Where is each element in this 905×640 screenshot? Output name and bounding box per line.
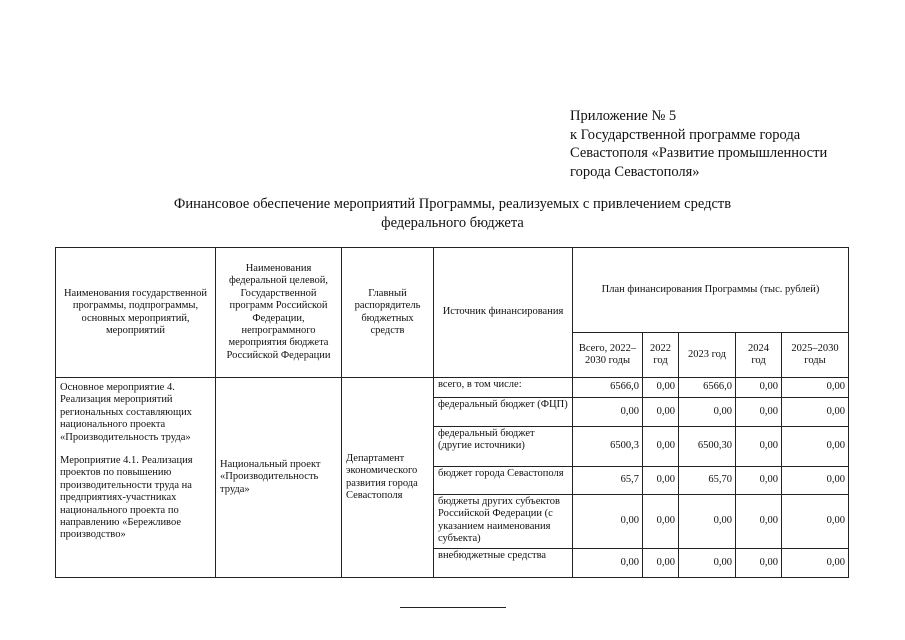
header-federal-program: Наименования федеральной целевой, Государственной программ Российской Федерации, непрограммного мероприятия бюджета Российской Федерации (216, 248, 342, 378)
total-cell: 65,7 (573, 467, 643, 495)
total-cell: 6566,0 (573, 378, 643, 398)
financing-table (55, 247, 849, 578)
y2023-cell: 0,00 (679, 495, 736, 549)
y2022-cell: 0,00 (643, 467, 679, 495)
y2025-2030-cell: 0,00 (782, 549, 849, 578)
y2022-cell: 0,00 (643, 427, 679, 467)
header-2022: 2022 год (643, 333, 679, 378)
total-cell: 0,00 (573, 549, 643, 578)
y2023-cell: 0,00 (679, 549, 736, 578)
y2023-cell: 6566,0 (679, 378, 736, 398)
y2023-cell: 65,70 (679, 467, 736, 495)
appendix-line: к Государственной программе города (570, 126, 801, 143)
main-event-text: Основное мероприятие 4. Реализация мероприятий региональных составляющих национального проекта «Производительность труда» (60, 382, 192, 443)
y2023-cell: 6500,30 (679, 427, 736, 467)
source-cell: федеральный бюджет (ФЦП) (434, 398, 573, 427)
header-budget-manager: Главный распорядитель бюджетных средств (342, 248, 434, 378)
budget-manager-name: Департамент экономического развития города Севастополя (342, 378, 434, 578)
y2024-cell: 0,00 (736, 427, 782, 467)
event-text: Мероприятие 4.1. Реализация проектов по повышению производительности труда на предприятиях-участниках национального проекта по направлению «Бережливое производство» (60, 455, 193, 541)
federal-project-name: Национальный проект «Производительность труда» (216, 378, 342, 578)
program-description (56, 378, 216, 578)
table-row (56, 378, 849, 398)
y2022-cell: 0,00 (643, 378, 679, 398)
y2025-2030-cell: 0,00 (782, 495, 849, 549)
y2024-cell: 0,00 (736, 467, 782, 495)
total-cell: 0,00 (573, 495, 643, 549)
source-cell: всего, в том числе: (434, 378, 573, 398)
header-2024: 2024 год (736, 333, 782, 378)
source-cell: внебюджетные средства (434, 549, 573, 578)
y2022-cell: 0,00 (643, 495, 679, 549)
appendix-line: Приложение № 5 (570, 108, 677, 124)
header-financing-plan: План финансирования Программы (тыс. рублей) (573, 248, 849, 333)
y2022-cell: 0,00 (643, 398, 679, 427)
header-2023: 2023 год (679, 333, 736, 378)
y2024-cell: 0,00 (736, 378, 782, 398)
header-funding-source: Источник финансирования (434, 248, 573, 378)
header-2025-2030: 2025–2030 годы (782, 333, 849, 378)
appendix-line: города Севастополя» (570, 163, 700, 180)
title-line-2: федерального бюджета (381, 215, 524, 231)
total-cell: 6500,3 (573, 427, 643, 467)
y2024-cell: 0,00 (736, 549, 782, 578)
header-total: Всего, 2022–2030 годы (573, 333, 643, 378)
y2025-2030-cell: 0,00 (782, 378, 849, 398)
y2025-2030-cell: 0,00 (782, 398, 849, 427)
y2025-2030-cell: 0,00 (782, 467, 849, 495)
source-cell: федеральный бюджет (другие источники) (434, 427, 573, 467)
footnote-divider (400, 607, 506, 608)
y2025-2030-cell: 0,00 (782, 427, 849, 467)
document-title (100, 195, 805, 233)
y2024-cell: 0,00 (736, 398, 782, 427)
y2022-cell: 0,00 (643, 549, 679, 578)
y2023-cell: 0,00 (679, 398, 736, 427)
y2024-cell: 0,00 (736, 495, 782, 549)
total-cell: 0,00 (573, 398, 643, 427)
title-line-1: Финансовое обеспечение мероприятий Программы, реализуемых с привлечением средств (173, 196, 732, 212)
source-cell: бюджет города Севастополя (434, 467, 573, 495)
source-cell: бюджеты других субъектов Российской Федерации (с указанием наименования субъекта) (434, 495, 573, 549)
header-program-names: Наименования государственной программы, подпрограммы, основных мероприятий, мероприятий (56, 248, 216, 378)
appendix-block (570, 107, 870, 181)
appendix-line: Севастополя «Развитие промышленности (570, 145, 828, 161)
